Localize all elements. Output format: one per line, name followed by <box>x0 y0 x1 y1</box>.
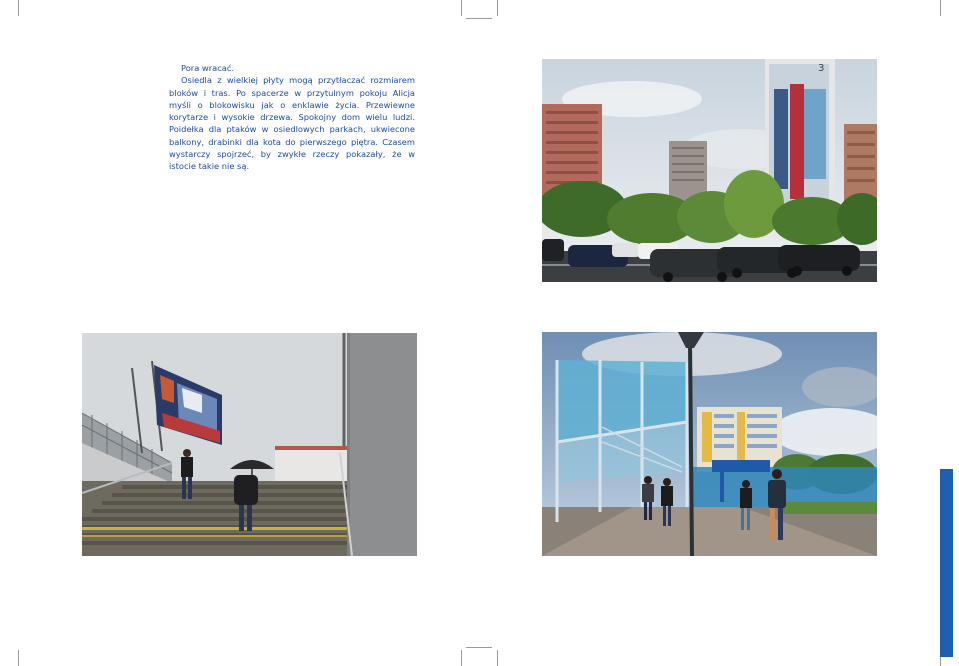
photo-stairs-umbrella <box>82 333 417 556</box>
crop-mark <box>461 0 462 16</box>
crop-mark <box>18 0 19 16</box>
crop-mark <box>461 650 462 666</box>
paragraph: Osiedla z wielkiej płyty mogą przytłaczać rozmiarem bloków i tras. Po spacerze w przytulnym pokoju Alicja myśli o blokowisku jak o enklawie życia. Przewiewne korytarze i wysokie drzewa. Spokojny dom wielu ludzi. Poidełka dla ptaków w osiedlowych parkach, ukwiecone balkony, drabinki dla kota do pierwszego piętra. Czasem wystarczy spojrzeć, by zwykłe rzeczy pokazały, że w istocie takie nie są. <box>169 75 415 172</box>
crop-mark <box>497 650 498 666</box>
walkway-image <box>542 332 877 556</box>
body-text-block <box>169 62 415 173</box>
crop-mark <box>466 18 492 19</box>
crop-mark <box>940 0 941 16</box>
photo-walkway <box>542 332 877 556</box>
crop-mark <box>466 647 492 648</box>
photo-housing-estate <box>542 59 877 282</box>
crop-mark <box>497 0 498 16</box>
page-edge-tab <box>940 469 953 657</box>
crop-mark <box>18 650 19 666</box>
housing-estate-image <box>542 59 877 282</box>
tower-number: 3 <box>818 63 825 74</box>
stairs-umbrella-image <box>82 333 417 556</box>
first-line: Pora wracać. <box>181 63 235 73</box>
